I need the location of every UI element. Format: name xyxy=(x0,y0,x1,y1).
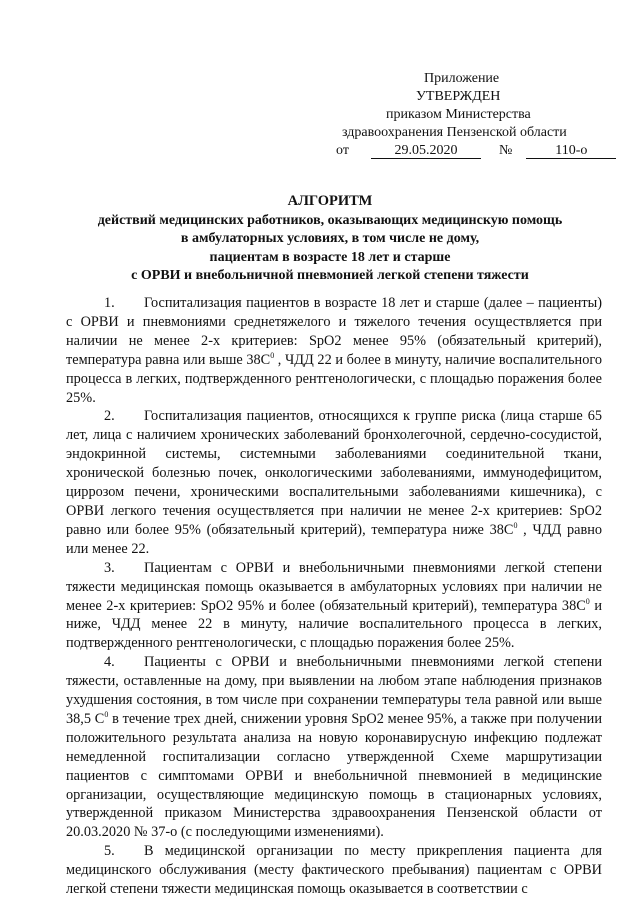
annex-label: Приложение xyxy=(424,71,500,86)
paragraph-text-continued: , ЧДД 22 и более в минуту, наличие воспалительного процесса в легких, подтвержденного рентгенологически, с площадью поражения более 25%. xyxy=(66,351,602,406)
order-label: приказом Министерства xyxy=(386,107,531,122)
paragraph-text: Госпитализация пациентов в возрасте 18 лет и старше (далее – пациенты) с ОРВИ и пневмониями среднетяжелого и тяжелого течения осуществляется при наличии не менее 2-х критериев: SpO2 менее 95% (обязательный критерий), температура равна или выше 38С xyxy=(66,295,602,368)
degree-superscript: 0 xyxy=(585,596,590,606)
title-line-3: пациентам в возрасте 18 лет и старше xyxy=(209,249,451,265)
paragraph-number: 3. xyxy=(104,559,115,576)
paragraph-text: Госпитализация пациентов, относящихся к группе риска (лица старше 65 лет, лица с наличием хронических заболеваний бронхолегочной, сердечно-сосудистой, эндокринной системы, системными заболеваниями соединительной ткани, хронической болезнью почек, онкологическими заболеваниями, иммунодефицитом, циррозом печени, хроническими воспалительными заболеваниями кишечника), с ОРВИ легкого течения осуществляется при наличии не менее 2-х критериев: SpO2 равно или более 95% (обязательный критерий), температура ниже 38С xyxy=(66,408,602,538)
order-date-number-line xyxy=(330,142,600,160)
approved-label: УТВЕРЖДЕН xyxy=(416,89,501,104)
title-line-1: действий медицинских работников, оказывающих медицинскую помощь xyxy=(97,212,563,228)
paragraph-5 xyxy=(66,842,602,899)
document-body xyxy=(66,294,602,899)
degree-superscript: 0 xyxy=(513,521,518,531)
from-label: от xyxy=(336,143,349,158)
order-number: 110-о xyxy=(526,143,616,159)
paragraph-1 xyxy=(66,294,602,407)
paragraph-text: Пациентам с ОРВИ и внебольничными пневмониями легкой степени тяжести медицинская помощь оказывается в амбулаторных условиях при наличии не менее 2-х критериев: SpO2 95% и более (обязательный критерий), температура 38С xyxy=(66,559,602,614)
paragraph-number: 2. xyxy=(104,408,115,425)
title-line-4: с ОРВИ и внебольничной пневмонией легкой степени тяжести xyxy=(131,268,529,283)
paragraph-4 xyxy=(66,653,602,842)
title-line-2: в амбулаторных условиях, в том числе не дому, xyxy=(180,231,480,246)
degree-superscript: 0 xyxy=(270,350,275,360)
number-sign: № xyxy=(498,143,513,158)
paragraph-text: В медицинской организации по месту прикрепления пациента для медицинского обслуживания (месту фактического пребывания) пациентам с ОРВИ легкой степени тяжести медицинская помощь оказывается в соответствии с xyxy=(66,843,602,898)
paragraph-3 xyxy=(66,559,602,654)
order-date: 29.05.2020 xyxy=(371,143,481,159)
paragraph-text: Пациенты с ОРВИ и внебольничными пневмониями легкой степени тяжести, оставленные на дому, при выявлении на любом этапе наблюдения признаков ухудшения состояния, в том числе при сохранении температуры тела равной или выше 38,5 С xyxy=(66,654,602,727)
document-title xyxy=(60,192,600,286)
paragraph-text-continued: в течение трех дней, снижении уровня SpO2 менее 95%, а также при получении положительного результата анализа на новую коронавирусную инфекцию подлежат немедленной госпитализации согласно утвержденной Схеме маршрутизации пациентов с симптомами ОРВИ и внебольничной пневмонией в медицинские организации, осуществляющие медицинскую помощь в стационарных условиях, утвержденной приказом Министерства здравоохранения Пензенской области от 20.03.2020 № 37-о (с последующими изменениями). xyxy=(66,710,602,841)
degree-superscript: 0 xyxy=(104,710,109,720)
paragraph-number: 5. xyxy=(104,843,115,860)
paragraph-text-continued: , ЧДД равно или менее 22. xyxy=(66,521,603,557)
title-main: АЛГОРИТМ xyxy=(287,193,373,209)
paragraph-number: 1. xyxy=(104,295,115,311)
paragraph-text-continued: и ниже, ЧДД менее 22 в минуту, наличие воспалительного процесса в легких, подтвержденного рентгенологически, с площадью поражения более 25%. xyxy=(66,597,602,652)
paragraph-number: 4. xyxy=(104,654,115,671)
ministry-label: здравоохранения Пензенской области xyxy=(342,125,567,140)
approval-header xyxy=(330,70,600,160)
paragraph-2 xyxy=(66,407,602,558)
